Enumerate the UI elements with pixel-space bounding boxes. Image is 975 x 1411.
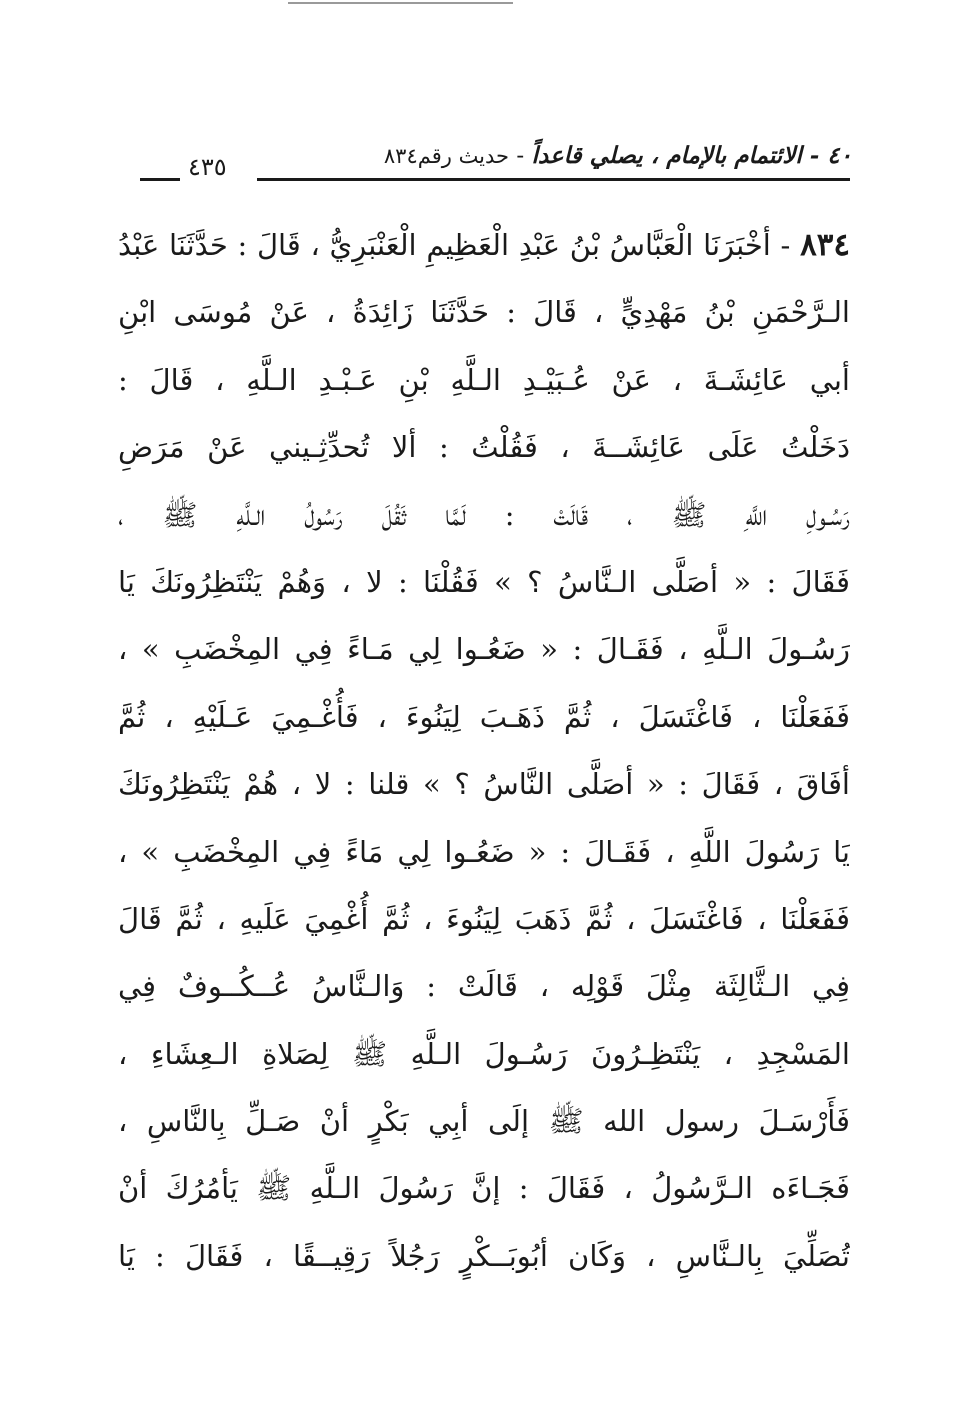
running-header bbox=[140, 138, 852, 188]
chapter-title: ٤٠ - الائتمام بالإمام ، يصلي قاعداً bbox=[531, 142, 852, 169]
hadith-line: أفَاقَ ، فَقَالَ : « أصَلَّى النَّاسُ ؟ » قلنا : لا ، هُمْ يَنْتَظِرُونَكَ bbox=[118, 767, 850, 802]
hadith-number: ٨٣٤ bbox=[800, 227, 850, 263]
hadith-line: تُصَلِّيَ بِالـنَّاسِ ، وَكَان أبُوبَــكْرٍ رَجُلاً رَقِيــقًا ، فَقَالَ : يَا bbox=[118, 1238, 850, 1273]
hadith-line: رَسُـولِ اللَّهِ ﷺ ، قَالَتْ : لَمَّا ثَقُلَ رَسُولُ الـلَّهِ ﷺ ، bbox=[118, 497, 850, 532]
hadith-line: فَقَالَ : « أصَلَّى الـنَّاسُ ؟ » فَقُلْنَا : لا ، وَهُمْ يَنْتَظِرُونَكَ يَا bbox=[118, 564, 850, 599]
hadith-line: ٨٣٤ - أخْبَرَنَا الْعَبَّاسُ بْنُ عَبْدِ الْعَظِيمِ الْعَنْبَرِيُّ ، قَالَ : حَدَّثَنَا عَبْدُ bbox=[118, 227, 850, 263]
hadith-reference: حديث رقم٨٣٤ bbox=[383, 144, 510, 168]
page-number-dash bbox=[140, 178, 180, 181]
header-rule bbox=[257, 178, 850, 181]
hadith-text bbox=[118, 212, 850, 1290]
running-header-title bbox=[384, 142, 852, 169]
hadith-line: يَا رَسُولَ اللَّهِ ، فَقَـالَ : « ضَعُـوا لِي مَاءً فِي المِخْضَبِ » ، bbox=[118, 834, 850, 869]
hadith-line: فَفَعَلْنَا ، فَاغْتَسَلَ ، ثُمَّ ذَهَـبَ لِيَنُوءَ ، فَأُغْـمِيَ عَـلَيْهِ ، ثُمَّ bbox=[118, 699, 850, 734]
top-decorative-rule bbox=[288, 2, 513, 4]
header-separator: - bbox=[509, 143, 525, 169]
hadith-line: فِي الـثَّالِثَة مِثْلَ قَوْلِه ، قَالَتْ : وَالـنَّاسُ عُــكُــوفٌ فِي bbox=[118, 969, 850, 1004]
hadith-line: فَفَعَلْنَا ، فَاغْتَسَلَ ، ثُمَّ ذَهَبَ لِيَنُوءَ ، ثُمَّ أُغْمِيَ عَلَيهِ ، ثُمَّ قَالَ bbox=[118, 901, 850, 936]
hadith-line: رَسُـولَ الـلَّهِ ، فَقَـالَ : « ضَعُـوا لِي مَـاءً فِي المِخْضَبِ » ، bbox=[118, 632, 850, 667]
page-number: ٤٣٥ bbox=[188, 153, 227, 181]
hadith-line: أبي عَائِشَـةَ ، عَنْ عُـبَيْـدِ الـلَّهِ بْنِ عَـبْـدِ الـلَّهِ ، قَالَ : bbox=[118, 362, 850, 397]
hadith-line: الـرَّحْمَنِ بْنُ مَهْدِيٍّ ، قَالَ : حَدَّثَنَا زَائِدَةُ ، عَنْ مُوسَى ابْنِ bbox=[118, 295, 850, 330]
hadith-line: فَجَـاءَه الـرَّسُولُ ، فَقَالَ : إنَّ رَسُولَ الـلَّهِ ﷺ يَأمُرُكَ أنْ bbox=[118, 1171, 850, 1206]
hadith-line: دَخَلْتُ عَلَى عَائِشَــةَ ، فَقُلْتُ : ألا تُحدِّثِـيني عَنْ مَرَضِ bbox=[118, 430, 850, 465]
hadith-line: فَأَرْسَـلَ رسول الله ﷺ إلَى أبِي بَكْرٍ أنْ صَـلِّ بِالنَّاسِ ، bbox=[118, 1104, 850, 1139]
hadith-line: المَسْجِدِ ، يَنْتَظِـرُونَ رَسُـولَ الـلَّهِ ﷺ لِصَلاةِ الـعِشَاءِ ، bbox=[118, 1036, 850, 1071]
